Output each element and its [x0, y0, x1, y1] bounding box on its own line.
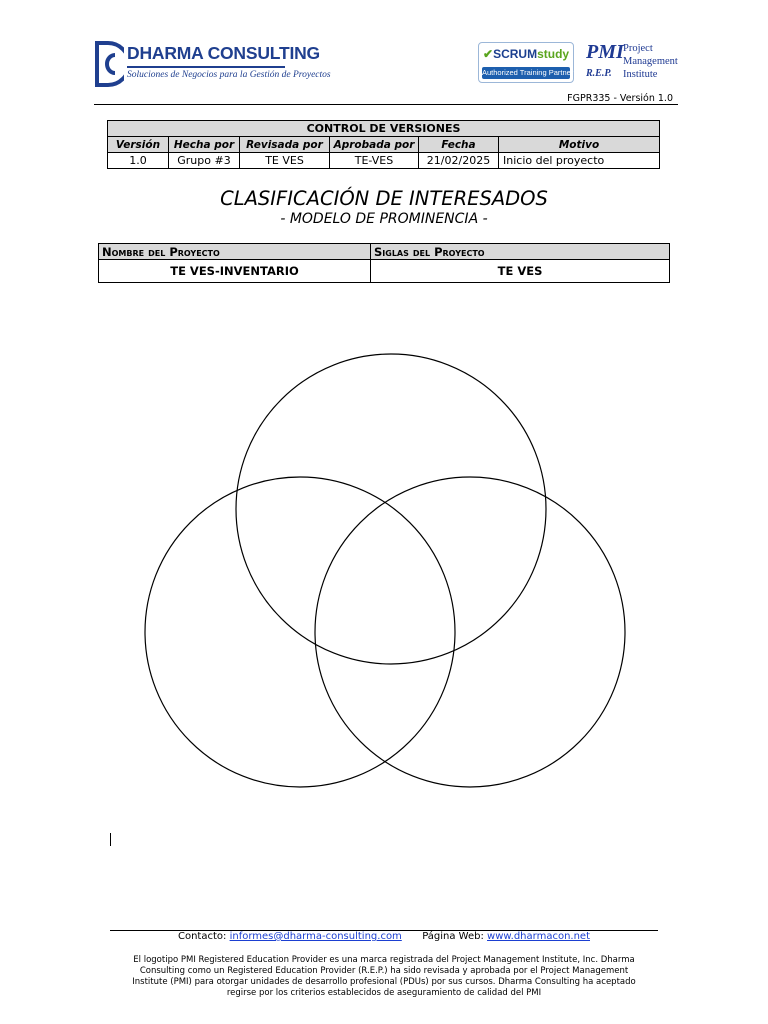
contact-email-link[interactable]: informes@dharma-consulting.com — [229, 931, 402, 942]
col-header-version: Versión — [108, 137, 169, 153]
document-code: FGPR335 - Versión 1.0 — [567, 93, 673, 104]
version-control-title: CONTROL DE VERSIONES — [108, 121, 660, 137]
venn-circle-right — [315, 477, 625, 787]
scrum-logo-title — [483, 47, 569, 61]
document-subtitle: - MODELO DE PROMINENCIA - — [280, 211, 488, 227]
col-header-reviewed-by: Revisada por — [240, 137, 330, 153]
company-name: DHARMA CONSULTING — [127, 43, 320, 63]
header-divider — [94, 104, 678, 105]
logo-rule — [127, 66, 285, 68]
text-cursor — [110, 833, 111, 846]
col-header-approved-by: Aprobada por — [330, 137, 419, 153]
footer-contact — [0, 931, 768, 942]
website-link[interactable]: www.dharmacon.net — [487, 931, 590, 942]
pmi-institute-text — [623, 42, 678, 81]
version-control-table — [107, 120, 660, 169]
table-row — [108, 153, 660, 169]
project-acronym-value: TE VES — [371, 260, 670, 283]
cell-approved-by: TE-VES — [330, 153, 419, 169]
pmi-mark: PMI — [586, 41, 624, 63]
venn-circle-top — [236, 354, 546, 664]
pmi-line-2: Management — [623, 56, 678, 67]
check-icon: ✔ — [483, 47, 494, 61]
pmi-rep-text: R.E.P. — [586, 68, 612, 79]
footer-legal-note: El logotipo PMI Registered Education Provider es una marca registrada del Project Management Institute, Inc. Dharma Consulting como un Registered Education Provider (R.E.P.) ha sido revisada y aprobada por el Project Management Institute (PMI) para otorgar unidades de desarrollo profesional (PDUs) por sus cursos. Dharma Consulting ha aceptado regirse por los criterios establecidos de aseguramiento de calidad del PMI — [132, 955, 636, 998]
contact-label: Contacto: — [177, 931, 227, 942]
col-header-date: Fecha — [419, 137, 499, 153]
scrum-logo-study: study — [537, 47, 570, 61]
project-name-value: TE VES-INVENTARIO — [99, 260, 371, 283]
dharma-dc-icon — [94, 41, 124, 87]
dharma-consulting-logo — [94, 41, 331, 87]
scrum-logo-word: SCRUM — [493, 47, 538, 61]
pmi-line-1: Project — [623, 43, 653, 54]
col-header-made-by: Hecha por — [169, 137, 240, 153]
col-header-reason: Motivo — [499, 137, 660, 153]
cell-date: 21/02/2025 — [419, 153, 499, 169]
cell-reviewed-by: TE VES — [240, 153, 330, 169]
project-name-label: Nombre del Proyecto — [99, 244, 371, 260]
pmi-rep-logo — [586, 41, 678, 87]
project-acronym-label: Siglas del Proyecto — [371, 244, 670, 260]
scrumstudy-logo — [478, 42, 574, 83]
cell-made-by: Grupo #3 — [169, 153, 240, 169]
pmi-line-3: Institute — [623, 69, 658, 80]
web-label: Página Web: — [422, 931, 484, 942]
cell-reason: Inicio del proyecto — [499, 153, 660, 169]
scrum-partner-badge: Authorized Training Partner — [482, 68, 574, 77]
venn-circle-left — [145, 477, 455, 787]
project-info-table — [98, 243, 670, 283]
company-tagline: Soluciones de Negocios para la Gestión de Proyectos — [127, 70, 331, 80]
cell-version: 1.0 — [108, 153, 169, 169]
document-title: CLASIFICACIÓN DE INTERESADOS — [220, 187, 548, 210]
